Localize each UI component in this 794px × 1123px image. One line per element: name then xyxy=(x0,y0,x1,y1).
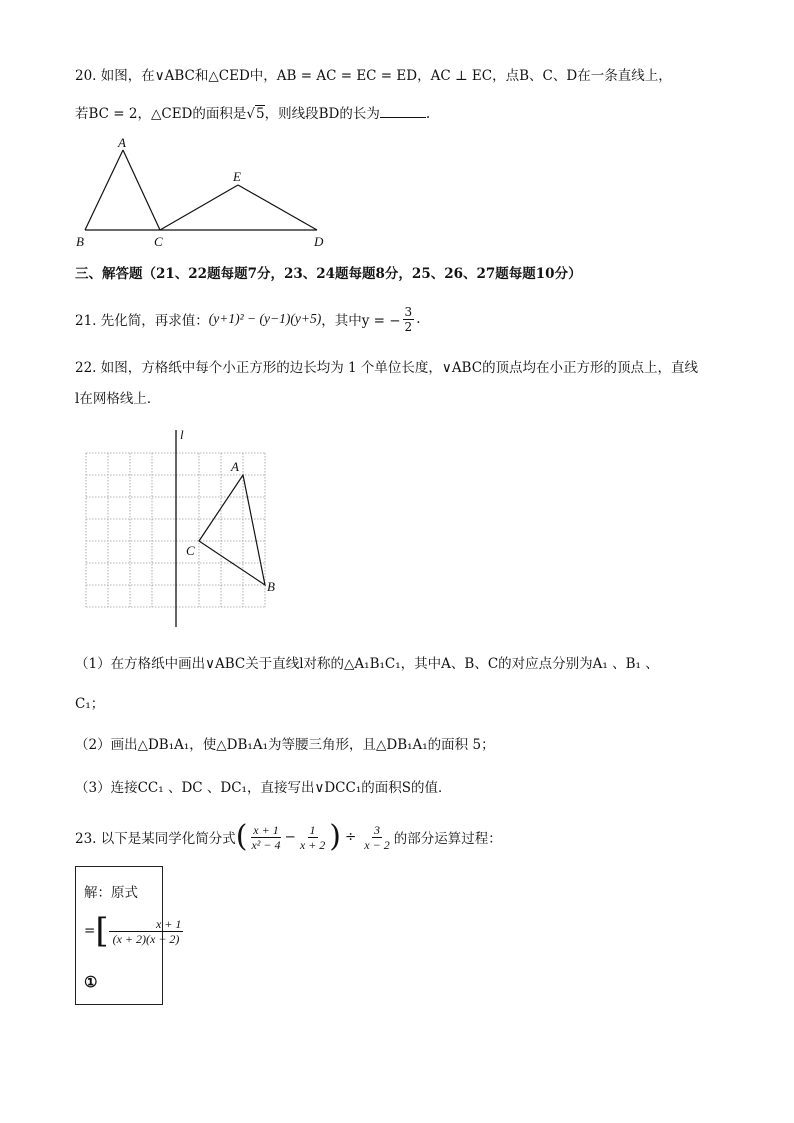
q23-frac2-den: x + 2 xyxy=(299,837,326,852)
q23-frac1-den: x² − 4 xyxy=(251,837,281,852)
q22-part2: （2）画出△DB₁A₁，使△DB₁A₁为等腰三角形，且△DB₁A₁的面积 5； xyxy=(75,737,495,753)
label-l: l xyxy=(180,427,184,442)
q21-text-b: ，其中y = − xyxy=(321,313,401,329)
box-eq-line xyxy=(84,911,183,951)
q22-grid-figure xyxy=(80,425,300,635)
q23-frac1 xyxy=(249,824,282,851)
q23-frac3-den: x − 2 xyxy=(364,837,390,852)
q23-frac3-num: 3 xyxy=(374,822,381,837)
q20-line2-b: ，则线段BD的长为 xyxy=(264,106,380,122)
q22-line1: 22. 如图，方格纸中每个小正方形的边长均为 1 个单位长度，∨ABC的顶点均在小正方形的顶点上，直线 xyxy=(75,360,699,376)
box-fraction xyxy=(111,918,182,945)
box-bracket: [ xyxy=(95,911,109,951)
q20-line2-end: . xyxy=(425,106,431,122)
answer-blank[interactable] xyxy=(380,104,426,118)
sqrt-symbol: √ xyxy=(246,106,255,122)
q20-sqrt-value: 5 xyxy=(255,106,265,122)
q21-text-a: 21. 先化简，再求值： xyxy=(75,313,209,329)
q23-frac2 xyxy=(298,824,327,851)
q20-line1: 20. 如图，在∨ABC和△CED中，AB = AC = EC = ED，AC ⊥ EC，点B、C、D在一条直线上， xyxy=(75,68,672,84)
q21-frac-num: 3 xyxy=(404,304,413,319)
label-b: B xyxy=(267,579,275,594)
segment-ab xyxy=(85,150,123,230)
segment-ce xyxy=(160,185,238,230)
q21-expr: (y+1)² − (y−1)(y+5) xyxy=(208,311,322,326)
label-b: B xyxy=(76,234,84,249)
box-frac-den: (x + 2)(x − 2) xyxy=(112,931,180,946)
q22-part3: （3）连接CC₁ 、DC 、DC₁，直接写出∨DCC₁的面积S的值． xyxy=(75,780,452,796)
right-paren: ) xyxy=(329,819,341,854)
q21-frac-den: 2 xyxy=(404,319,413,334)
box-eq: = xyxy=(84,923,96,939)
q23-div: ÷ xyxy=(344,829,357,845)
q22-line2: l在网格线上． xyxy=(75,391,161,407)
label-a: A xyxy=(231,459,239,474)
section3-heading: 三、解答题（21、22题每题7分，23、24题每题8分，25、26、27题每题10分） xyxy=(75,266,582,282)
box-line1: 解：原式 xyxy=(84,885,138,901)
q23-text-a: 23. 以下是某同学化简分式 xyxy=(75,831,236,847)
q23-minus: − xyxy=(284,829,296,845)
segment-ed xyxy=(238,185,317,230)
q23-frac1-num: x + 1 xyxy=(253,822,279,837)
triangle-abc xyxy=(199,475,265,585)
label-c: C xyxy=(186,543,195,558)
q21-text-end: . xyxy=(416,311,421,327)
q21-fraction xyxy=(403,306,415,333)
label-c: C xyxy=(154,234,163,249)
segment-ac xyxy=(123,150,160,230)
q23-frac3 xyxy=(362,824,391,851)
q20-line2-a: 若BC = 2，△CED的面积是 xyxy=(75,106,247,122)
q23-line xyxy=(75,815,502,859)
q22-part1-line1: （1）在方格纸中画出∨ABC关于直线l对称的△A₁B₁C₁，其中A、B、C的对应点分别为A₁ 、B₁ 、 xyxy=(75,656,659,672)
box-frac-num: x + 1 xyxy=(109,918,184,932)
q20-line2 xyxy=(75,102,430,122)
solution-box xyxy=(75,866,182,1005)
left-paren: ( xyxy=(235,819,248,854)
q21-line xyxy=(75,302,420,336)
box-mark: ① xyxy=(84,973,98,991)
label-e: E xyxy=(233,169,241,184)
q23-text-b: 的部分运算过程： xyxy=(393,831,502,847)
label-a: A xyxy=(118,135,126,150)
q23-frac2-num: 1 xyxy=(309,822,316,837)
q20-figure xyxy=(70,133,350,253)
q22-part1-line2: C₁； xyxy=(75,696,105,712)
label-d: D xyxy=(314,234,324,249)
